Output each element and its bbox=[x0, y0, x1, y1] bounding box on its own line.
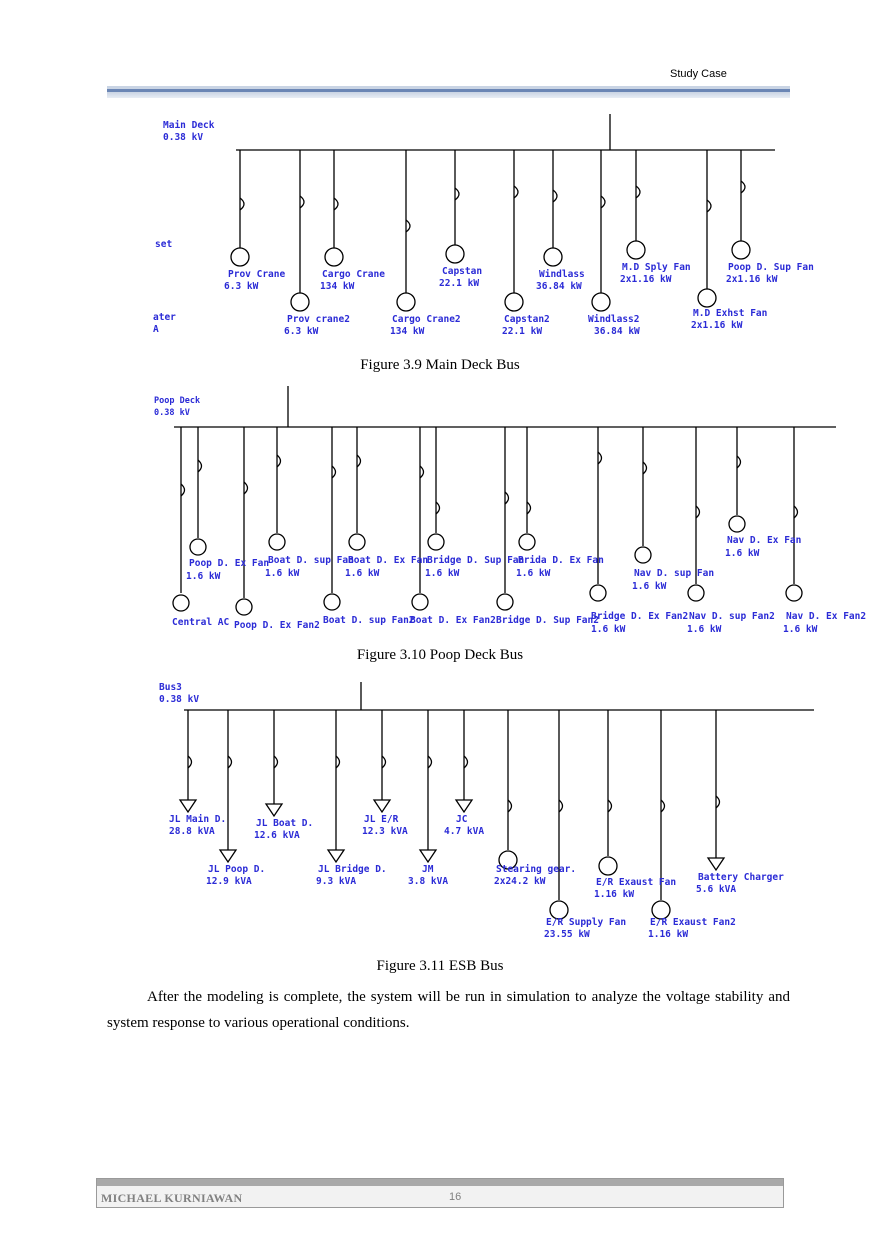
load-name: Brida D. Ex Fan bbox=[518, 555, 604, 566]
load-rating: 2x1.16 kW bbox=[726, 274, 778, 285]
load-rating: 12.3 kVA bbox=[362, 826, 408, 837]
load-rating: 1.6 kW bbox=[725, 548, 760, 559]
esb-diagram bbox=[150, 674, 830, 944]
load-rating: 3.8 kVA bbox=[408, 876, 449, 887]
load-name: Central AC bbox=[172, 617, 230, 628]
load-name: Bridge D. Sup Fan bbox=[427, 555, 525, 566]
load-name: Cargo Crane bbox=[322, 269, 385, 280]
load-rating: 22.1 kW bbox=[439, 278, 480, 289]
load-rating: 22.1 kW bbox=[502, 326, 543, 337]
load-name: Stearing gear. bbox=[496, 864, 577, 875]
bus-label: Bus3 bbox=[159, 682, 182, 693]
load-rating: 1.6 kW bbox=[516, 568, 551, 579]
load-rating: 6.3 kW bbox=[284, 326, 319, 337]
page-number: 16 bbox=[449, 1191, 462, 1203]
load-rating: 36.84 kW bbox=[594, 326, 640, 337]
load-rating: 9.3 kVA bbox=[316, 876, 357, 887]
bus-label: Main Deck bbox=[163, 120, 215, 131]
load-rating: 1.6 kW bbox=[265, 568, 300, 579]
figure-poop-deck-bus bbox=[146, 386, 867, 636]
load-rating: 23.55 kW bbox=[544, 929, 590, 940]
load-name: JL E/R bbox=[364, 814, 399, 825]
load-rating: 1.6 kW bbox=[687, 624, 722, 635]
load-name: Nav D. sup Fan bbox=[634, 568, 715, 579]
load-rating: 1.6 kW bbox=[425, 568, 460, 579]
load-name: Poop D. Sup Fan bbox=[728, 262, 814, 273]
load-rating: 12.6 kVA bbox=[254, 830, 300, 841]
load-rating: 12.9 kVA bbox=[206, 876, 252, 887]
load-name: JL Bridge D. bbox=[318, 864, 387, 875]
cut-label: set bbox=[155, 239, 173, 250]
load-name: JL Boat D. bbox=[256, 818, 314, 829]
main-deck-diagram bbox=[150, 108, 830, 348]
load-name: M.D Sply Fan bbox=[622, 262, 691, 273]
load-name: Windlass2 bbox=[588, 314, 640, 325]
load-rating: 134 kW bbox=[320, 281, 355, 292]
load-rating: 5.6 kVA bbox=[696, 884, 737, 895]
load-name: Boat D. sup Fan bbox=[268, 555, 354, 566]
load-name: M.D Exhst Fan bbox=[693, 308, 768, 319]
load-name: Boat D. sup Fan2 bbox=[323, 615, 415, 626]
load-name: Bridge D. Ex Fan2 bbox=[591, 611, 689, 622]
load-name: Nav D. Ex Fan bbox=[727, 535, 802, 546]
load-name: Bridge D. Sup Fan2 bbox=[496, 615, 599, 626]
load-name: Capstan bbox=[442, 266, 483, 277]
load-rating: 4.7 kVA bbox=[444, 826, 485, 837]
figure-main-deck-bus bbox=[150, 108, 830, 348]
body-paragraph: After the modeling is complete, the system will be run in simulation to analyze the voltage stability and system response to various operational conditions. bbox=[107, 989, 790, 1031]
header-rule bbox=[107, 86, 790, 98]
load-name: JL Main D. bbox=[169, 814, 227, 825]
figure-esb-bus bbox=[150, 674, 830, 944]
load-name: JC bbox=[456, 814, 468, 825]
load-rating: 1.16 kW bbox=[648, 929, 689, 940]
load-name: Windlass bbox=[539, 269, 585, 280]
load-rating: 1.6 kW bbox=[632, 581, 667, 592]
load-name: Poop D. Ex Fan2 bbox=[234, 620, 320, 631]
load-name: Prov Crane bbox=[228, 269, 286, 280]
footer-author: MICHAEL KURNIAWAN bbox=[101, 1191, 243, 1205]
load-rating: 1.6 kW bbox=[591, 624, 626, 635]
load-rating: 1.6 kW bbox=[783, 624, 818, 635]
bus-voltage: 0.38 kV bbox=[159, 694, 200, 705]
load-rating: 1.6 kW bbox=[345, 568, 380, 579]
header-title: Study Case bbox=[670, 68, 727, 80]
cut-label: A bbox=[153, 324, 159, 335]
bus-voltage: 0.38 kV bbox=[163, 132, 204, 143]
load-name: Cargo Crane2 bbox=[392, 314, 461, 325]
cut-label: ater bbox=[153, 312, 176, 323]
footer-rule bbox=[97, 1179, 783, 1186]
load-name: E/R Exaust Fan bbox=[596, 877, 677, 888]
load-rating: 2x24.2 kW bbox=[494, 876, 546, 887]
load-name: Nav D. sup Fan2 bbox=[689, 611, 775, 622]
load-name: Boat D. Ex Fan bbox=[348, 555, 429, 566]
figure-caption: Figure 3.9 Main Deck Bus bbox=[360, 357, 520, 373]
load-name: E/R Exaust Fan2 bbox=[650, 917, 736, 928]
bus-voltage: 0.38 kV bbox=[154, 408, 190, 418]
figure-caption: Figure 3.11 ESB Bus bbox=[376, 958, 504, 974]
load-rating: 6.3 kW bbox=[224, 281, 259, 292]
load-name: Poop D. Ex Fan bbox=[189, 558, 270, 569]
load-name: Battery Charger bbox=[698, 872, 784, 883]
poop-deck-diagram bbox=[146, 386, 867, 636]
load-name: JM bbox=[422, 864, 434, 875]
load-name: Capstan2 bbox=[504, 314, 550, 325]
page-footer bbox=[96, 1178, 784, 1208]
figure-caption: Figure 3.10 Poop Deck Bus bbox=[356, 647, 524, 663]
load-rating: 36.84 kW bbox=[536, 281, 582, 292]
load-name: E/R Supply Fan bbox=[546, 917, 627, 928]
load-rating: 134 kW bbox=[390, 326, 425, 337]
load-rating: 1.6 kW bbox=[186, 571, 221, 582]
load-rating: 28.8 kVA bbox=[169, 826, 215, 837]
load-rating: 1.16 kW bbox=[594, 889, 635, 900]
load-rating: 2x1.16 kW bbox=[691, 320, 743, 331]
load-name: Nav D. Ex Fan2 bbox=[786, 611, 867, 622]
load-name: JL Poop D. bbox=[208, 864, 266, 875]
load-name: Prov crane2 bbox=[287, 314, 350, 325]
load-name: Boat D. Ex Fan2 bbox=[410, 615, 496, 626]
bus-label: Poop Deck bbox=[154, 396, 201, 406]
load-rating: 2x1.16 kW bbox=[620, 274, 672, 285]
